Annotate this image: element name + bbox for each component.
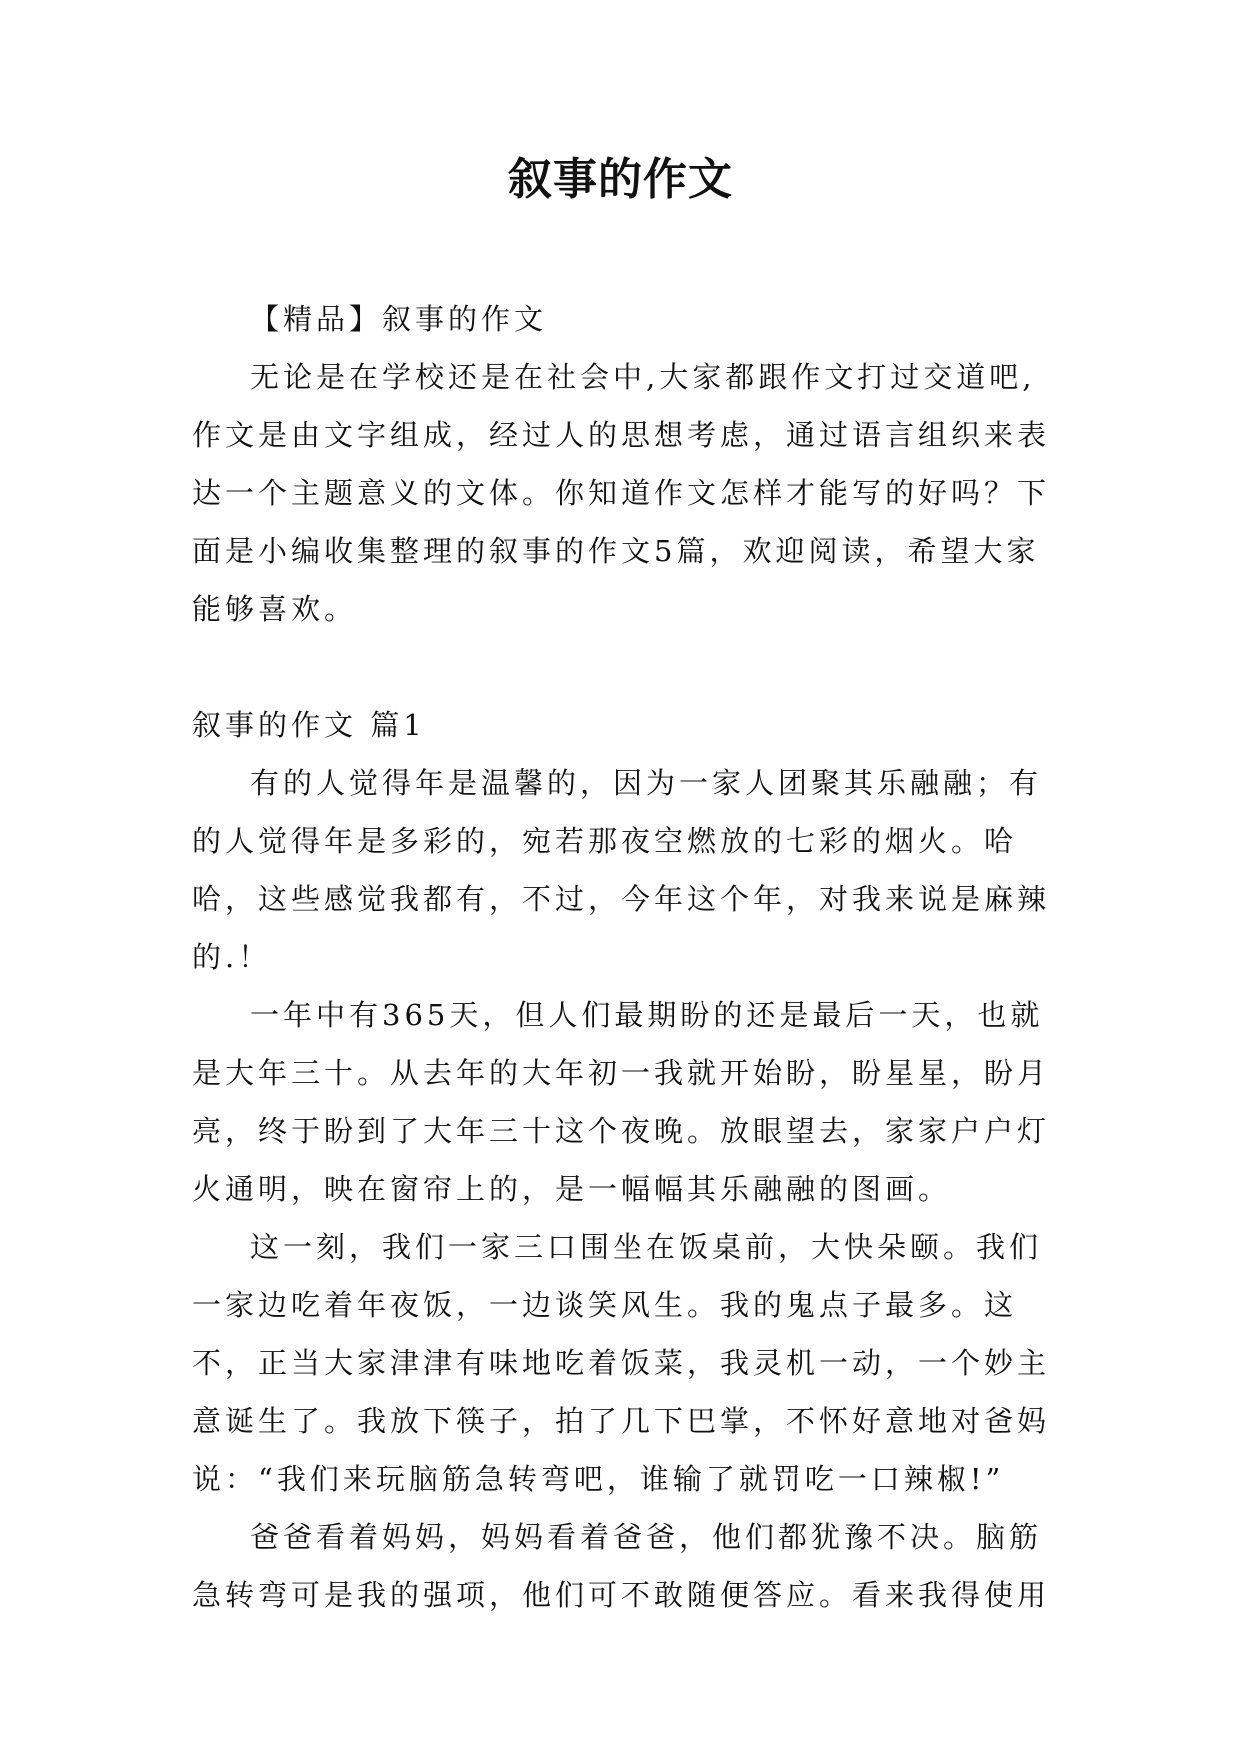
document-title: 叙事的作文 bbox=[508, 154, 733, 205]
paragraph: 有的人觉得年是温馨的，因为一家人团聚其乐融融；有的人觉得年是多彩的，宛若那夜空燃放的七彩的烟火。哈哈，这些感觉我都有，不过，今年这个年，对我来说是麻辣的.！ bbox=[192, 766, 1051, 974]
paragraph: 爸爸看着妈妈，妈妈看着爸爸，他们都犹豫不决。脑筋急转弯可是我的强项，他们可不敢随便答应。看来我得使用 bbox=[192, 1520, 1051, 1612]
document-body bbox=[192, 290, 1052, 1624]
intro-tag: 【精品】叙事的作文 bbox=[250, 302, 548, 336]
paragraph: 一年中有365天，但人们最期盼的还是最后一天，也就是大年三十。从去年的大年初一我就开始盼，盼星星，盼月亮，终于盼到了大年三十这个夜晚。放眼望去，家家户户灯火通明，映在窗帘上的，是一幅幅其乐融融的图画。 bbox=[192, 998, 1051, 1206]
paragraph: 这一刻，我们一家三口围坐在饭桌前，大快朵颐。我们一家边吃着年夜饭，一边谈笑风生。我的鬼点子最多。这不，正当大家津津有味地吃着饭菜，我灵机一动，一个妙主意诞生了。我放下筷子，拍了几下巴掌，不怀好意地对爸妈说：“我们来玩脑筋急转弯吧，谁输了就罚吃一口辣椒!” bbox=[192, 1230, 1051, 1496]
section-heading: 叙事的作文 篇1 bbox=[192, 708, 426, 742]
intro-paragraph: 无论是在学校还是在社会中,大家都跟作文打过交道吧,作文是由文字组成，经过人的思想考虑，通过语言组织来表达一个主题意义的文体。你知道作文怎样才能写的好吗？下面是小编收集整理的叙事的作文5篇，欢迎阅读，希望大家能够喜欢。 bbox=[192, 360, 1051, 626]
